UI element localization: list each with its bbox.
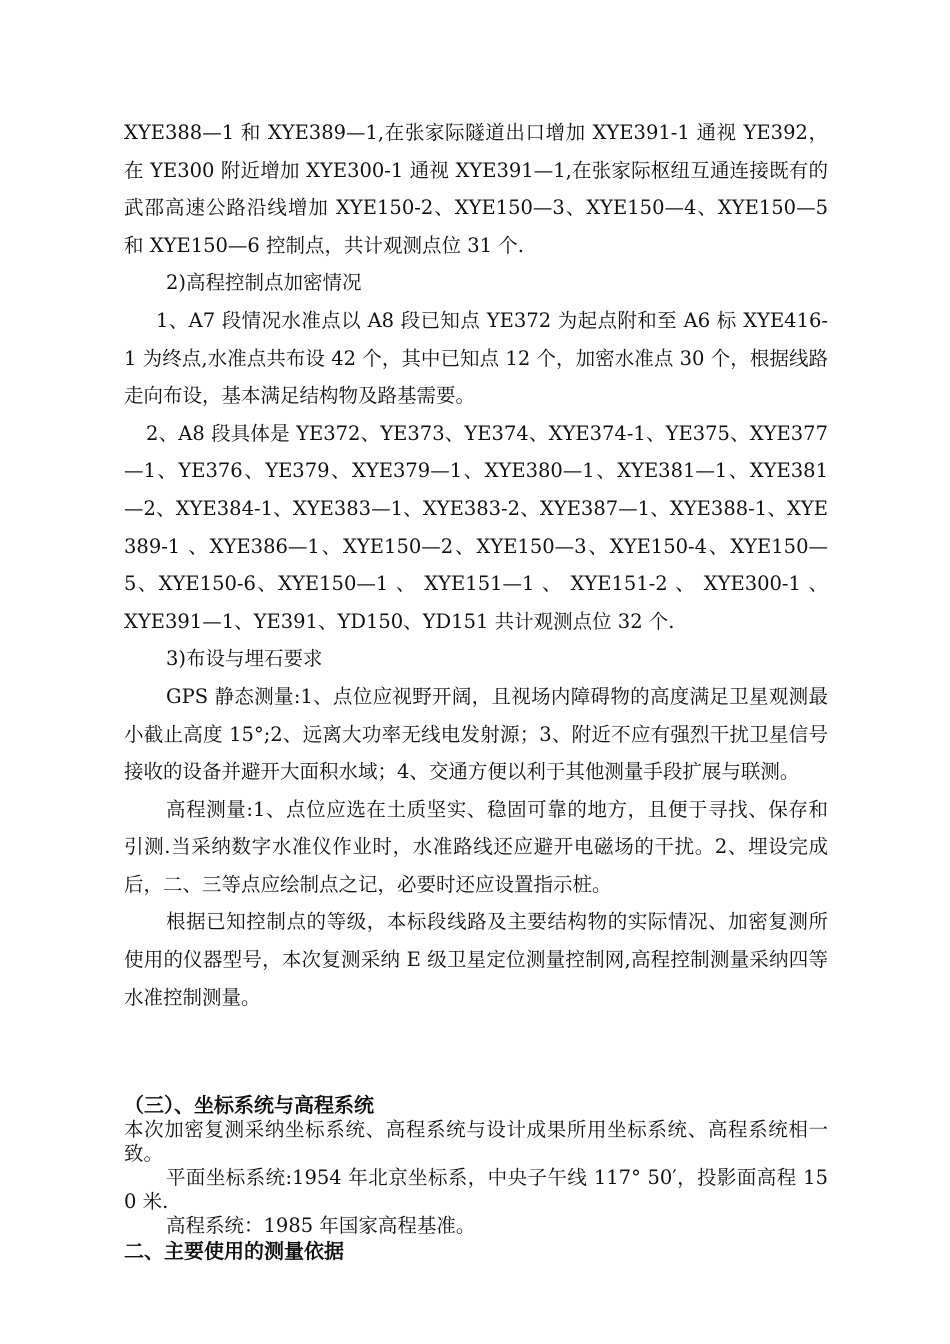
paragraph-coordinate-intro: 本次加密复测采纳坐标系统、高程系统与设计成果所用坐标系统、高程系统相一致。 <box>124 1118 828 1165</box>
paragraph-a7-section: 1、A7 段情况水准点以 A8 段已知点 YE372 为起点附和至 A6 标 XYE416-1 为终点,水准点共布设 42 个，其中已知点 12 个，加密水准点 30 个，根据线路走向布设，基本满足结构物及路基需要。 <box>124 308 828 408</box>
paragraph-a8-section: 2、A8 段具体是 YE372、YE373、YE374、XYE374-1、YE375、XYE377—1、YE376、YE379、XYE379—1、XYE380—1、XYE381—1、XYE381—2、XYE384-1、XYE383—1、XYE383-2、XYE387—1、XYE388-1、XYE389-1 、XYE386—1、XYE150—2、XYE150—3、XYE150-4、XYE150—5、XYE150-6、XYE150—1 、 XYE151—1 、 XYE151-2 、 XYE300-1 、 XYE391—1、YE391、YD150、YD151 共计观测点位 32 个. <box>124 421 828 633</box>
subheading-elevation-densification: 2)高程控制点加密情况 <box>166 271 362 295</box>
section-heading-coordinate-system: （三）、坐标系统与高程系统 <box>124 1093 374 1117</box>
paragraph-grade-selection: 根据已知控制点的等级，本标段线路及主要结构物的实际情况、加密复测所使用的仪器型号，本次复测采纳 E 级卫星定位测量控制网,高程控制测量采纳四等水准控制测量。 <box>124 910 828 1009</box>
paragraph-gps-static: GPS 静态测量:1、点位应视野开阔，且视场内障碍物的高度满足卫星观测最小截止高度 15°;2、远离大功率无线电发射源；3、附近不应有强烈干扰卫星信号接收的设备并避开大面积水域；4、交通方便以利于其他测量手段扩展与联测。 <box>124 684 828 784</box>
subheading-layout-requirements: 3)布设与埋石要求 <box>166 647 323 671</box>
paragraph-leveling: 高程测量:1、点位应选在土质坚实、稳固可靠的地方，且便于寻找、保存和引测.当采纳数字水准仪作业时，水准路线还应避开电磁场的干扰。2、埋设完成后，二、三等点应绘制点之记，必要时还应设置指示桩。 <box>124 797 828 896</box>
body-text-upper <box>124 114 828 1016</box>
section-heading-survey-basis: 二、主要使用的测量依据 <box>124 1239 344 1263</box>
paragraph-plane-coordinate: 平面坐标系统:1954 年北京坐标系，中央子午线 117° 50′，投影面高程 150 米. <box>124 1166 828 1213</box>
body-text-lower <box>124 1092 828 1264</box>
paragraph-height-system: 高程系统：1985 年国家高程基准。 <box>166 1214 476 1237</box>
paragraph-control-points-cont: XYE388—1 和 XYE389—1,在张家际隧道出口增加 XYE391-1 通视 YE392，在 YE300 附近增加 XYE300-1 通视 XYE391—1,在张家际枢纽互通连接既有的武邵高速公路沿线增加 XYE150-2、XYE150—3、XYE150—4、XYE150—5 和 XYE150—6 控制点，共计观测点位 31 个. <box>124 121 828 257</box>
